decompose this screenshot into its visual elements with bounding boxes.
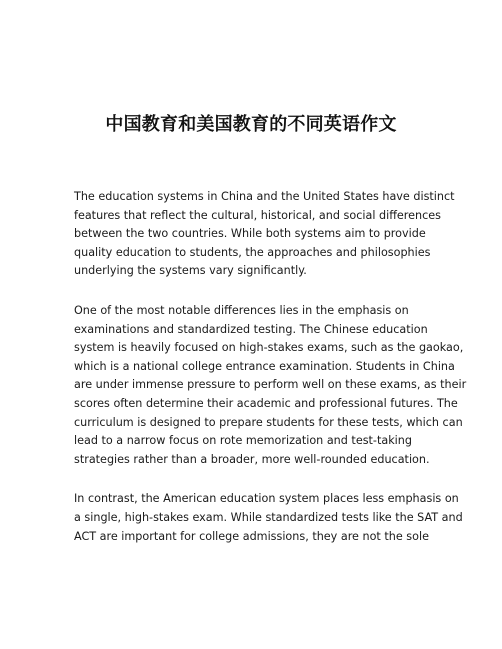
paragraph-3 [74, 490, 463, 546]
text-line: curriculum is designed to prepare students for these tests, which can [74, 415, 463, 429]
document-title: 中国教育和美国教育的不同英语作文 [105, 114, 397, 135]
text-line: In contrast, the American education system places less emphasis on [74, 492, 459, 506]
text-line: ACT are important for college admissions, they are not the sole [74, 529, 429, 543]
text-line: between the two countries. While both systems aim to provide [74, 227, 426, 241]
text-line: system is heavily focused on high-stakes exams, such as the gaokao, [74, 341, 464, 355]
text-line: lead to a narrow focus on rote memorization and test-taking [74, 434, 412, 448]
paragraph-1 [74, 188, 455, 281]
text-line: underlying the systems vary significantly. [74, 264, 307, 278]
text-line: The education systems in China and the United States have distinct [74, 190, 455, 203]
text-line: examinations and standardized testing. The Chinese education [74, 322, 428, 336]
text-line: which is a national college entrance examination. Students in China [74, 359, 455, 373]
document-body [74, 188, 467, 567]
text-line: a single, high-stakes exam. While standardized tests like the SAT and [74, 510, 463, 524]
text-line: strategies rather than a broader, more well-rounded education. [74, 452, 430, 466]
paragraph-2 [74, 302, 467, 469]
text-line: features that reflect the cultural, historical, and social differences [74, 208, 441, 222]
text-line: One of the most notable differences lies in the emphasis on [74, 303, 409, 317]
text-line: quality education to students, the approaches and philosophies [74, 245, 431, 259]
text-line: scores often determine their academic and professional futures. The [74, 396, 458, 410]
text-line: are under immense pressure to perform well on these exams, as their [74, 378, 467, 392]
